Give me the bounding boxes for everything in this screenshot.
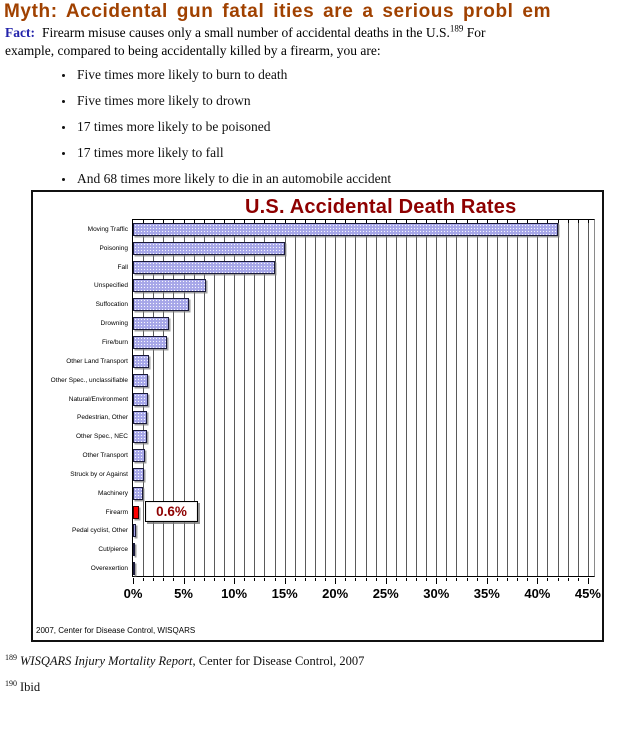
bar [133,355,149,368]
axis-tick-minor [366,578,367,581]
axis-tick-minor [173,578,174,581]
axis-tick-minor [224,578,225,581]
fact-label: Fact: [5,25,35,40]
bar [133,411,147,424]
axis-tick-major [184,578,185,584]
gridline [325,220,326,576]
gridline [396,220,397,576]
bullet-item: • 17 times more likely to fall [75,144,595,161]
axis-tick-minor [163,578,164,581]
footnote-text: Ibid [20,680,41,694]
bullet-list [75,66,595,196]
x-axis-tick-label: 45% [574,586,601,601]
axis-tick-major [285,578,286,584]
gridline [588,220,589,576]
axis-tick-minor [325,578,326,581]
axis-tick-minor [396,578,397,581]
axis-tick-minor [305,578,306,581]
axis-tick-major [234,578,235,584]
gridline [446,220,447,576]
fact-text: Firearm misuse causes only a small number of accidental deaths in the U.S. [41,25,450,40]
axis-tick-major [386,578,387,584]
gridline [537,220,538,576]
gridline [355,220,356,576]
bar [133,487,143,500]
footnote-title-italic: WISQARS Injury Mortality Report [20,654,193,668]
firearm-value-callout: 0.6% [145,501,198,522]
gridline [376,220,377,576]
gridline [527,220,528,576]
bar [133,336,167,349]
gridline [285,220,286,576]
axis-tick-minor [194,578,195,581]
axis-tick-minor [568,578,569,581]
axis-tick-minor [254,578,255,581]
bar [133,374,148,387]
axis-tick-minor [275,578,276,581]
category-label: Overexertion [90,565,128,573]
category-label: Moving Traffic [87,225,128,233]
category-label: Drowning [100,320,128,328]
bullet-item: • Five times more likely to burn to death [75,66,595,83]
category-label: Other Transport [82,452,128,460]
gridline [568,220,569,576]
axis-tick-minor [345,578,346,581]
x-axis-tick-label: 40% [524,586,551,601]
gridline [558,220,559,576]
gridline [426,220,427,576]
axis-tick-minor [143,578,144,581]
category-label: Fall [117,263,128,271]
gridline [416,220,417,576]
category-label: Other Spec., NEC [75,433,128,441]
footnote-ref-inline: 189 [449,23,464,34]
axis-tick-minor [295,578,296,581]
gridline [497,220,498,576]
axis-tick-top [588,220,589,223]
gridline [315,220,316,576]
bar [133,317,169,330]
x-axis-tick-label: 20% [322,586,349,601]
axis-tick-minor [153,578,154,581]
axis-tick-minor [497,578,498,581]
category-label: Cut/pierce [98,546,128,554]
gridline [305,220,306,576]
category-label: Unspecified [94,282,128,290]
x-axis-tick-label: 0% [123,586,143,601]
x-axis-tick-label: 10% [221,586,248,601]
bullet-item: • Five times more likely to drown [75,92,595,109]
axis-tick-minor [426,578,427,581]
category-label: Machinery [98,489,128,497]
chart-plot-area [50,219,601,601]
footnote [5,678,605,697]
axis-tick-minor [547,578,548,581]
page-title: Myth: Accidental gun fatal ities are a serious probl em [4,1,552,22]
gridline [507,220,508,576]
fact-text-line2: example, compared to being accidentally killed by a firearm, you are: [5,42,381,58]
gridline [366,220,367,576]
bar [133,298,189,311]
footnote-number: 190 [5,678,17,688]
fact-paragraph [5,24,617,59]
category-label: Struck by or Against [70,470,128,478]
axis-tick-minor [355,578,356,581]
axis-tick-minor [558,578,559,581]
category-label: Pedal cyclist, Other [72,527,128,535]
footnote-text: , Center for Disease Control, 2007 [192,654,365,668]
gridline [578,220,579,576]
gridline [477,220,478,576]
category-label: Pedestrian, Other [77,414,128,422]
x-axis-tick-label: 5% [174,586,193,601]
axis-tick-top [578,220,579,223]
gridline [436,220,437,576]
axis-tick-minor [467,578,468,581]
gridline [517,220,518,576]
axis-tick-minor [446,578,447,581]
axis-tick-major [436,578,437,584]
gridline [456,220,457,576]
category-label: Other Land Transport [66,357,128,365]
category-label: Firearm [105,508,128,516]
axis-tick-minor [264,578,265,581]
gridline [275,220,276,576]
axis-tick-major [537,578,538,584]
footnote-number: 189 [5,652,17,662]
chart-title: U.S. Accidental Death Rates [245,196,517,218]
axis-tick-minor [477,578,478,581]
category-label: Suffocation [95,301,128,309]
gridline [295,220,296,576]
category-label: Natural/Environment [68,395,128,403]
axis-tick-minor [578,578,579,581]
axis-tick-minor [214,578,215,581]
axis-tick-top [568,220,569,223]
fact-text-line1-end: For [463,25,486,40]
axis-tick-major [335,578,336,584]
bullet-item: • 17 times more likely to be poisoned [75,118,595,135]
footnote [5,652,605,671]
axis-tick-minor [517,578,518,581]
category-label: Poisoning [99,244,128,252]
chart-source-note: 2007, Center for Disease Control, WISQARS [36,626,196,635]
axis-tick-minor [406,578,407,581]
bar [133,223,558,236]
x-axis-tick-label: 25% [372,586,399,601]
axis-tick-minor [315,578,316,581]
gridline [386,220,387,576]
gridline [487,220,488,576]
bar [133,393,148,406]
bar [133,242,285,255]
axis-tick-minor [204,578,205,581]
category-label: Fire/burn [101,338,128,346]
bar [133,430,147,443]
axis-tick-major [588,578,589,584]
axis-tick-major [487,578,488,584]
axis-tick-minor [507,578,508,581]
gridline [335,220,336,576]
axis-tick-major [133,578,134,584]
axis-tick-minor [527,578,528,581]
footnotes-section [5,652,605,704]
axis-tick-minor [456,578,457,581]
gridline [345,220,346,576]
bar [133,279,206,292]
chart-frame [31,190,604,642]
axis-tick-top [558,220,559,223]
bullet-item: • And 68 times more likely to die in an automobile accident [75,170,595,187]
gridline [467,220,468,576]
gridline [547,220,548,576]
bar [133,468,144,481]
x-axis-tick-label: 15% [271,586,298,601]
bar [133,562,135,575]
x-axis-tick-label: 30% [423,586,450,601]
axis-tick-minor [376,578,377,581]
axis-tick-minor [416,578,417,581]
x-axis-tick-label: 35% [473,586,500,601]
gridline [406,220,407,576]
axis-tick-minor [244,578,245,581]
bar-firearm [133,506,139,519]
bar [133,261,275,274]
bar [133,524,136,537]
category-label: Other Spec., unclassifiable [50,376,128,384]
bar [133,449,145,462]
bar [133,543,135,556]
